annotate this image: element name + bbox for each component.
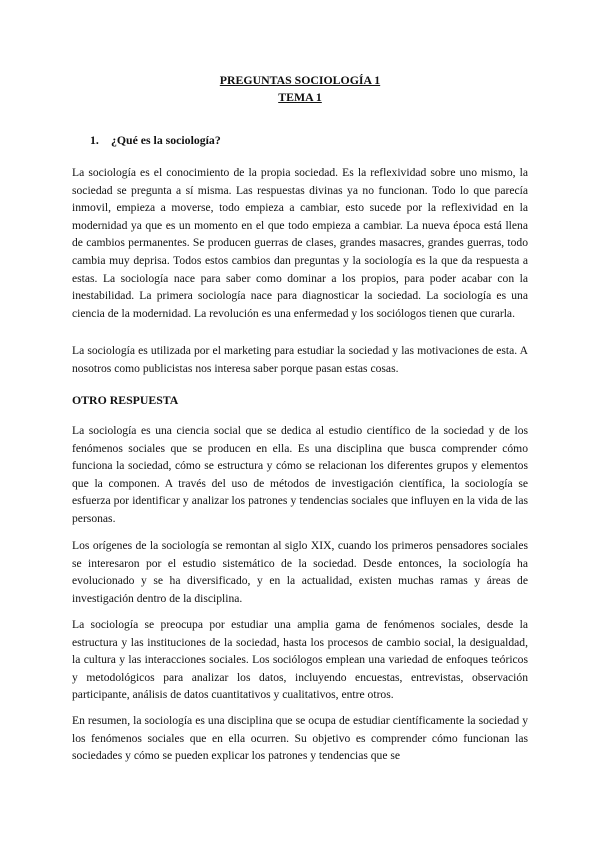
other-answer-paragraph: La sociología se preocupa por estudiar una amplia gama de fenómenos sociales, desde la estructura y las instituciones de la sociedad, hasta los procesos de cambio social, la desigualdad, la cultura y las interacciones sociales. Los sociólogos emplean una variedad de enfoques teóricos y metodológicos para analizar los datos, incluyendo encuestas, entrevistas, observación participante, análisis de datos cuantitativos y cualitativos, entre otros. [72,618,528,702]
document-subtitle: TEMA 1 [278,90,322,104]
document-title: PREGUNTAS SOCIOLOGÍA 1 [219,73,381,87]
question-text: ¿Qué es la sociología? [110,133,221,147]
section-heading: OTRO RESPUESTA [72,393,179,407]
other-answer-paragraph: Los orígenes de la sociología se remontan al siglo XIX, cuando los primeros pensadores sociales se interesaron por el estudio sistemático de la sociedad. Desde entonces, la sociología ha evolucionado y se ha diversificado, y en la actualidad, existen muchas ramas y áreas de investigación dentro de la disciplina. [72,539,528,605]
question-number: 1. [90,133,99,147]
answer-paragraph: La sociología es utilizada por el marketing para estudiar la sociedad y las motivaciones de esta. A nosotros como publicistas nos interesa saber porque pasan estas cosas. [72,344,528,375]
question-heading [90,132,221,150]
answer-paragraph: La sociología es el conocimiento de la propia sociedad. Es la reflexividad sobre uno mismo, la sociedad se pregunta a sí misma. Las respuestas divinas ya no funcionan. Todo lo que parecía inmovil, empieza a moverse, todo empieza a cambiar, esto sucede por la reflexividad en la modernidad ya que es un momento en el que todo empieza a cambiar. La nueva época está llena de cambios permanentes. Se producen guerras de clases, grandes masacres, grandes guerras, todo cambia muy deprisa. Todos estos cambios dan preguntas y la sociología es la que da respuesta a estas. La sociología nace para saber como dominar a los propios, para poder acabar con la inestabilidad. La primera sociología nace para diagnosticar la sociedad. La sociología es una ciencia de la modernidad. La revolución es una enfermedad y los sociólogos tienen que curarla. [72,166,528,320]
other-answer-paragraph: La sociología es una ciencia social que se dedica al estudio científico de la sociedad y de los fenómenos sociales que se producen en ella. Es una disciplina que busca comprender cómo funciona la sociedad, cómo se estructura y cómo se relacionan los diferentes grupos y elementos que la componen. A través del uso de métodos de investigación científica, la sociología se esfuerza por identificar y analizar los patrones y tendencias sociales que influyen en la vida de las personas. [72,424,528,525]
other-answer-paragraph: En resumen, la sociología es una disciplina que se ocupa de estudiar científicamente la sociedad y los fenómenos sociales que en ella ocurren. Su objetivo es comprender cómo funcionan las sociedades y cómo se pueden explicar los patrones y tendencias que se [72,714,528,763]
